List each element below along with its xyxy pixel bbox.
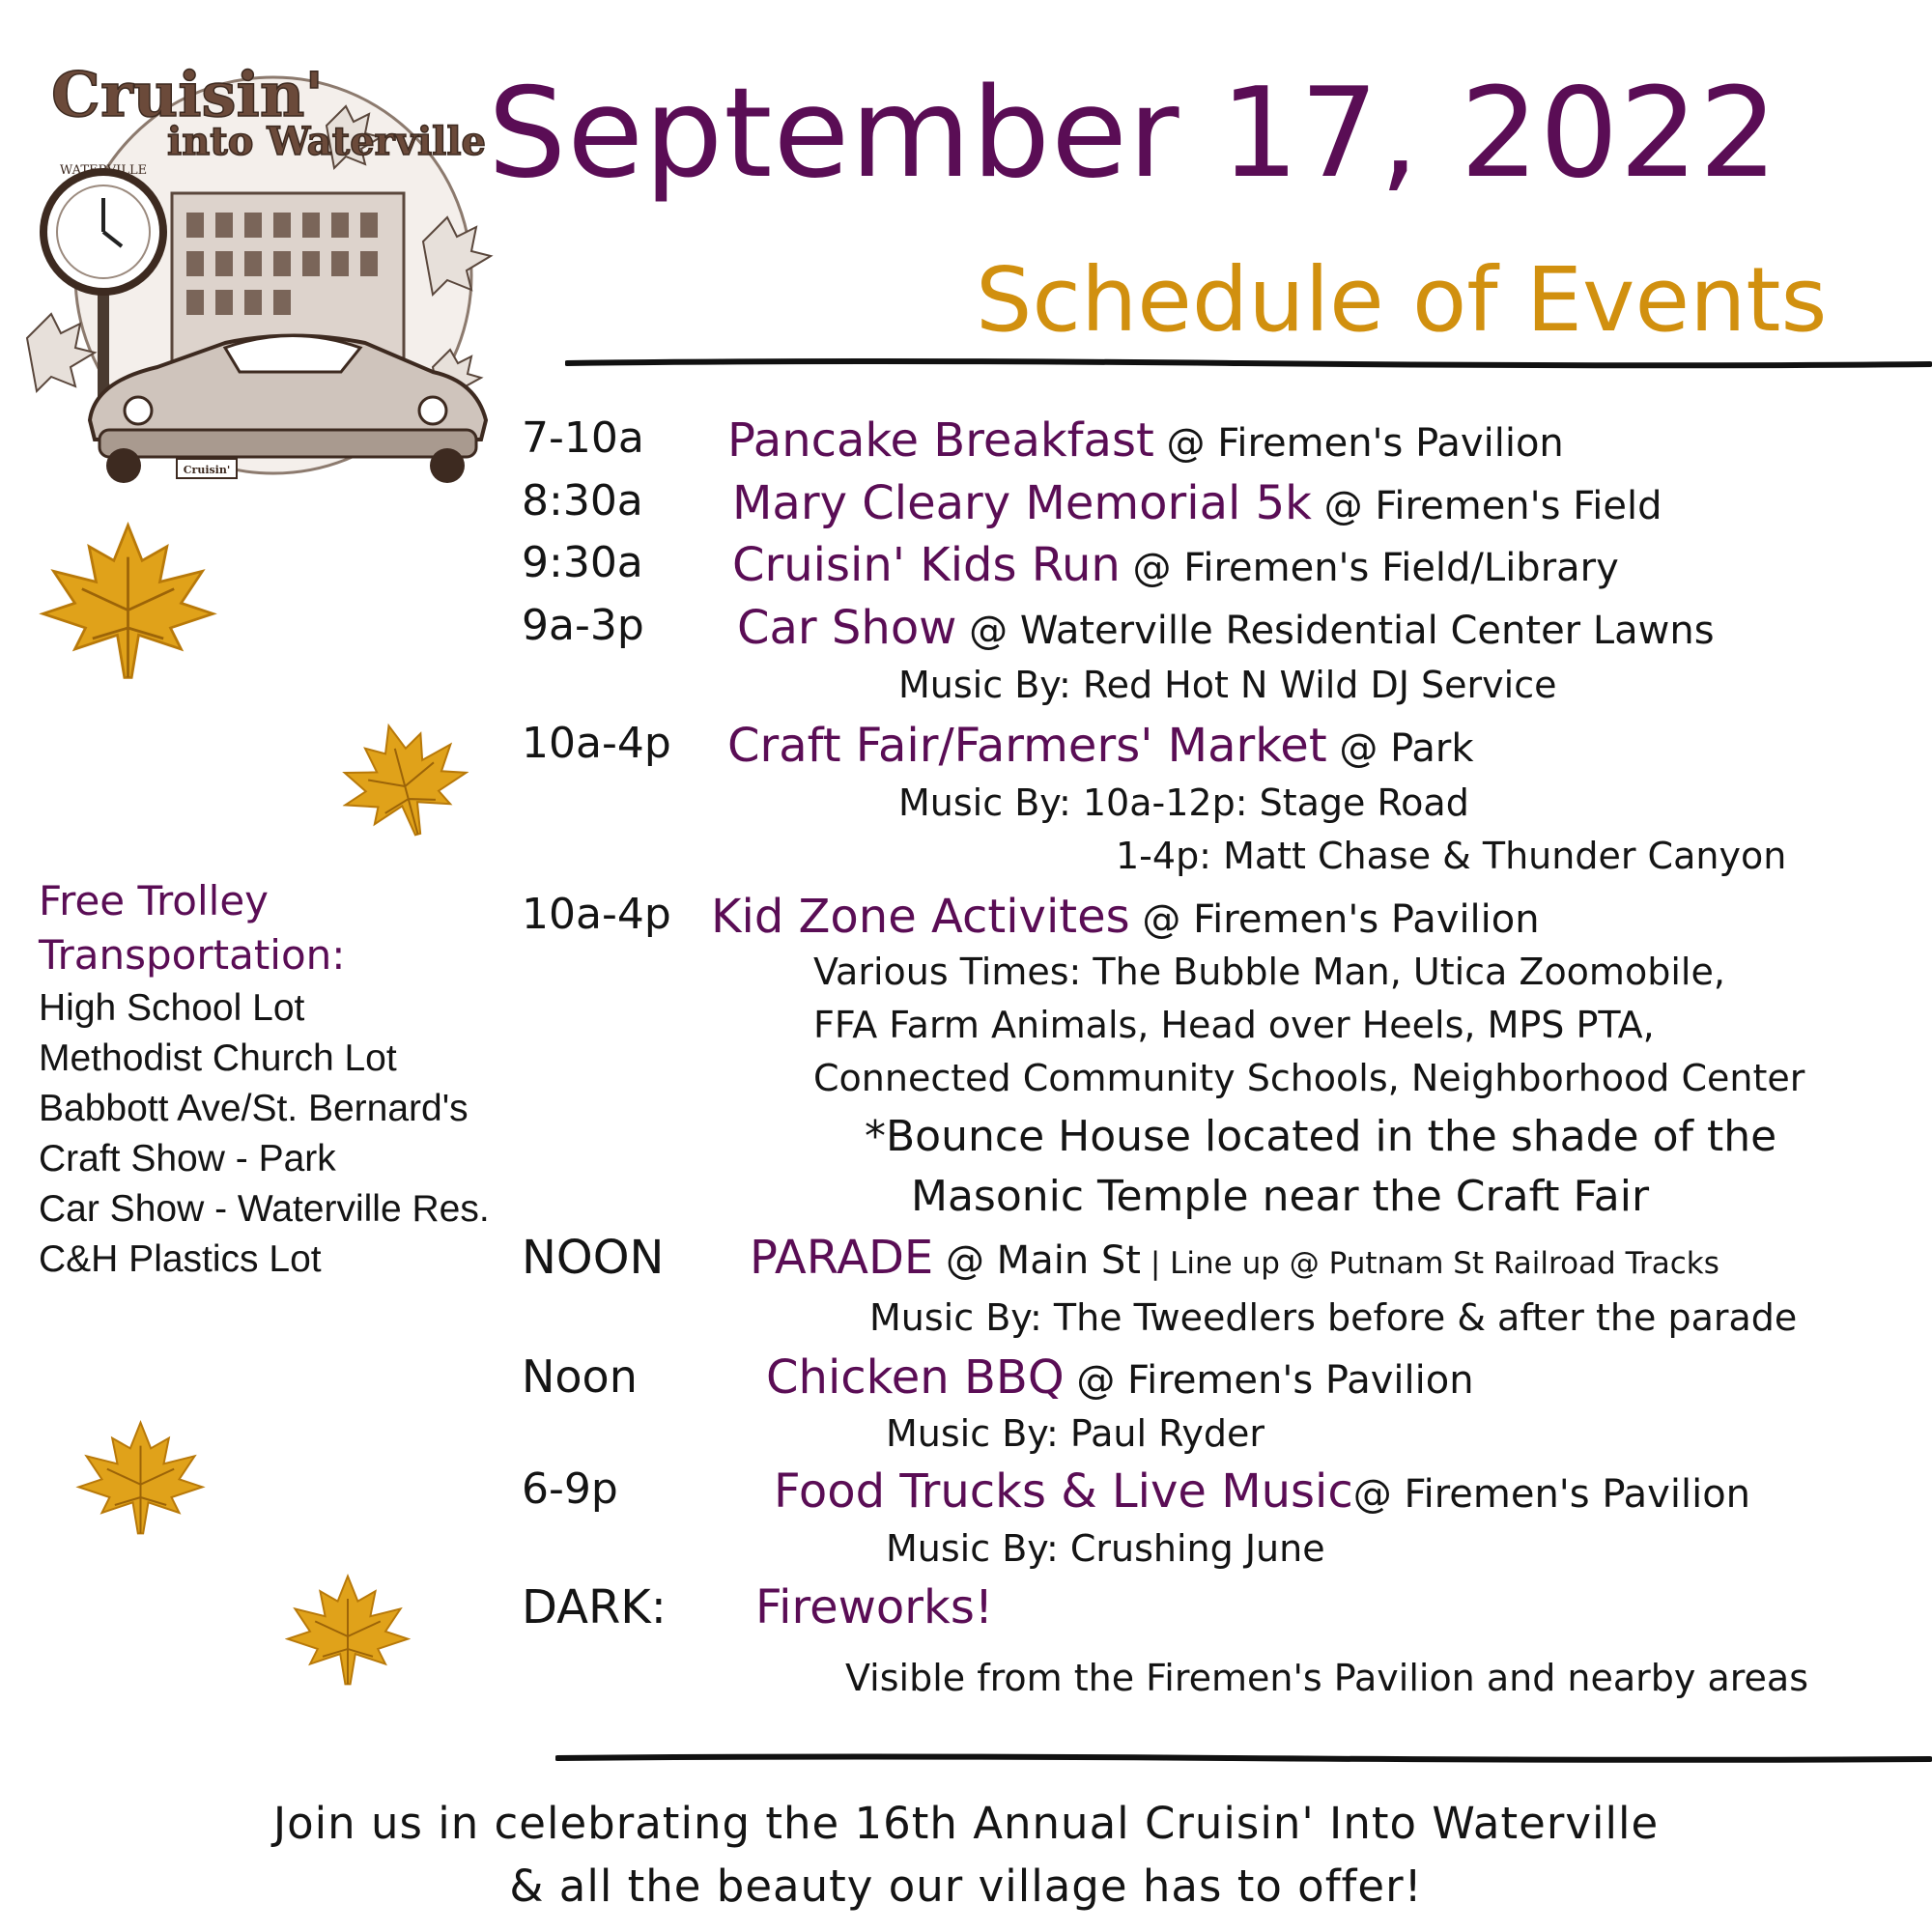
event-logo xyxy=(8,48,510,483)
event-title: PARADE @ Main St | Line up @ Putnam St Railroad Tracks xyxy=(750,1231,1719,1285)
event-note: Music By: 10a-12p: Stage Road xyxy=(898,781,1469,824)
event-date-title: September 17, 2022 xyxy=(488,62,1779,206)
event-note: Visible from the Firemen's Pavilion and nearby areas xyxy=(845,1657,1809,1699)
event-title: Mary Cleary Memorial 5k @ Firemen's Field xyxy=(732,476,1662,530)
event-title: Car Show @ Waterville Residential Center Lawns xyxy=(737,601,1715,655)
trolley-heading: Free Trolley xyxy=(39,877,270,924)
trolley-info xyxy=(39,877,490,1291)
event-time: 9:30a xyxy=(522,538,643,587)
event-time: 8:30a xyxy=(522,476,643,526)
event-location: @ Firemen's Pavilion xyxy=(1064,1358,1474,1403)
event-location: @ Firemen's Pavilion xyxy=(1153,421,1564,466)
event-time: 10a-4p xyxy=(522,719,671,768)
event-title: Chicken BBQ @ Firemen's Pavilion xyxy=(766,1350,1474,1405)
event-note: Connected Community Schools, Neighborhood Center xyxy=(813,1057,1805,1099)
event-location: @ Firemen's Field xyxy=(1311,484,1662,528)
event-title: Cruisin' Kids Run @ Firemen's Field/Library xyxy=(732,538,1619,592)
event-title: Food Trucks & Live Music@ Firemen's Pavilion xyxy=(774,1464,1751,1519)
event-note: *Bounce House located in the shade of the xyxy=(865,1112,1777,1161)
event-note: 1-4p: Matt Chase & Thunder Canyon xyxy=(1116,835,1787,877)
event-note: Music By: Crushing June xyxy=(886,1527,1325,1570)
event-location: @ Firemen's Pavilion xyxy=(1352,1472,1751,1517)
maple-leaf-icon xyxy=(325,705,482,856)
logo-title: Cruisin' xyxy=(51,59,324,131)
event-title: Craft Fair/Farmers' Market @ Park xyxy=(727,719,1474,773)
trolley-stop: Car Show - Waterville Res. xyxy=(39,1188,490,1230)
event-time: 9a-3p xyxy=(522,601,644,650)
event-note: Various Times: The Bubble Man, Utica Zoomobile, xyxy=(813,951,1725,993)
event-time: DARK: xyxy=(522,1580,667,1634)
clock-label: WATERVILLE xyxy=(59,163,148,178)
maple-leaf-icon xyxy=(75,1420,206,1536)
event-location: @ Waterville Residential Center Lawns xyxy=(956,609,1715,653)
event-time: NOON xyxy=(522,1231,665,1285)
trolley-stop: C&H Plastics Lot xyxy=(39,1238,322,1280)
event-time: 7-10a xyxy=(522,413,644,463)
event-note: Music By: Paul Ryder xyxy=(886,1412,1265,1455)
event-note: Masonic Temple near the Craft Fair xyxy=(911,1172,1650,1221)
event-note: Music By: Red Hot N Wild DJ Service xyxy=(898,664,1557,706)
event-title: Fireworks! xyxy=(755,1580,994,1634)
logo-subtitle: into Waterville xyxy=(167,119,486,164)
license-plate: Cruisin' xyxy=(183,464,231,476)
footer-message xyxy=(0,1792,1932,1918)
event-location-extra: | Line up @ Putnam St Railroad Tracks xyxy=(1140,1246,1719,1281)
event-note: Music By: The Tweedlers before & after the parade xyxy=(869,1296,1798,1339)
maple-leaf-icon xyxy=(39,522,217,681)
event-location: @ Firemen's Field/Library xyxy=(1120,546,1619,590)
event-time: 10a-4p xyxy=(522,890,671,939)
event-time: Noon xyxy=(522,1350,638,1403)
maple-leaf-icon xyxy=(285,1570,411,1690)
trolley-stop: Babbott Ave/St. Bernard's xyxy=(39,1088,469,1129)
footer-line: Join us in celebrating the 16th Annual Cruisin' Into Waterville xyxy=(272,1798,1660,1849)
event-location: @ Main St xyxy=(933,1238,1141,1283)
event-location: @ Park xyxy=(1326,726,1474,771)
schedule-subtitle: Schedule of Events xyxy=(976,248,1828,352)
event-location: @ Firemen's Pavilion xyxy=(1129,897,1540,942)
event-title: Pancake Breakfast @ Firemen's Pavilion xyxy=(727,413,1564,468)
logo-illustration xyxy=(8,48,510,483)
footer-line: & all the beauty our village has to offer! xyxy=(509,1861,1423,1913)
trolley-stop: Craft Show - Park xyxy=(39,1138,336,1179)
event-time: 6-9p xyxy=(522,1464,618,1514)
event-title: Kid Zone Activites @ Firemen's Pavilion xyxy=(711,890,1540,944)
event-note: FFA Farm Animals, Head over Heels, MPS PTA, xyxy=(813,1004,1655,1046)
trolley-heading: Transportation: xyxy=(39,931,346,979)
trolley-stop: High School Lot xyxy=(39,987,305,1029)
trolley-stop: Methodist Church Lot xyxy=(39,1037,397,1079)
